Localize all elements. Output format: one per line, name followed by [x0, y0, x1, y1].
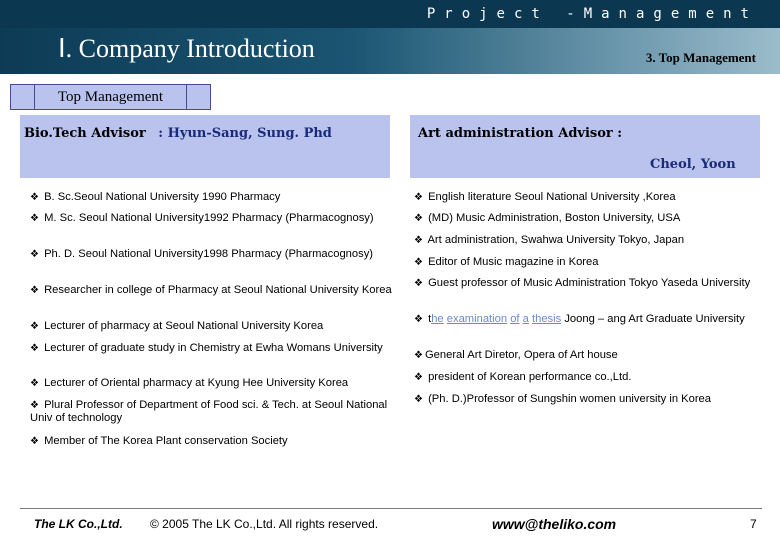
underlined-fragment: thesis — [531, 313, 562, 325]
footer-copyright: © 2005 The LK Co.,Ltd. All rights reserved. — [150, 517, 379, 531]
right-advisor-role: Art administration Advisor : — [418, 126, 623, 141]
diamond-bullet-icon: ❖ — [30, 321, 39, 332]
list-item: ❖ (MD) Music Administration, Boston University, USA — [414, 212, 681, 224]
list-item: ❖ Art administration, Swahwa University Tokyo, Japan — [414, 234, 685, 246]
diamond-bullet-icon: ❖ — [30, 213, 39, 224]
diamond-bullet-icon: ❖ — [414, 278, 423, 289]
tab-left-cap — [10, 84, 35, 110]
diamond-bullet-icon: ❖ — [30, 400, 39, 411]
list-item: ❖ Member of The Korea Plant conservation Society — [30, 435, 288, 447]
footer-divider — [20, 508, 762, 509]
page-number: 7 — [750, 517, 757, 531]
diamond-bullet-icon: ❖ — [414, 314, 423, 325]
list-item: ❖ Lecturer of Oriental pharmacy at Kyung Hee University Korea — [30, 377, 349, 389]
diamond-bullet-icon: ❖ — [414, 350, 423, 361]
list-item: ❖ Editor of Music magazine in Korea — [414, 256, 599, 268]
diamond-bullet-icon: ❖ — [414, 192, 423, 203]
top-bar — [0, 0, 780, 28]
diamond-bullet-icon: ❖ — [414, 213, 423, 224]
diamond-bullet-icon: ❖ — [414, 257, 423, 268]
diamond-bullet-icon: ❖ — [414, 372, 423, 383]
page-title: Ⅰ. Company Introduction — [58, 34, 315, 63]
footer-company: The LK Co.,Ltd. — [34, 517, 123, 531]
list-item: ❖ General Art Diretor, Opera of Art house — [414, 349, 618, 361]
underlined-fragment: a — [522, 313, 529, 325]
underlined-fragment: he — [431, 313, 444, 325]
list-item: ❖ Researcher in college of Pharmacy at Seoul National University Korea — [30, 284, 392, 296]
diamond-bullet-icon: ❖ — [30, 343, 39, 354]
diamond-bullet-icon: ❖ — [30, 192, 39, 203]
diamond-bullet-icon: ❖ — [414, 394, 423, 405]
left-advisor-heading — [24, 126, 332, 141]
diamond-bullet-icon: ❖ — [30, 249, 39, 260]
right-advisor-name: Cheol, Yoon — [650, 157, 736, 172]
list-item: ❖ (Ph. D.)Professor of Sungshin women university in Korea — [414, 393, 711, 405]
diamond-bullet-icon: ❖ — [30, 378, 39, 389]
diamond-bullet-icon: ❖ — [414, 235, 423, 246]
list-item: ❖ M. Sc. Seoul National University1992 Pharmacy (Pharmacognosy) — [30, 212, 374, 224]
left-advisor-role: Bio.Tech Advisor — [24, 126, 146, 141]
list-item: ❖ the examination of a thesis Joong – ang Art Graduate University — [414, 313, 745, 325]
list-item: ❖ Lecturer of pharmacy at Seoul National University Korea — [30, 320, 324, 332]
list-item: ❖ English literature Seoul National University ,Korea — [414, 191, 676, 203]
list-item: ❖ Guest professor of Music Administration Tokyo Yaseda University — [414, 277, 751, 289]
underlined-fragment: examination — [446, 313, 508, 325]
footer-website: www@theliko.com — [492, 516, 617, 532]
section-tab — [10, 84, 211, 110]
underlined-fragment: of — [510, 313, 520, 325]
tab-label: Top Management — [35, 84, 186, 110]
list-item: ❖ Plural Professor of Department of Food sci. & Tech. at Seoul National Univ of technology — [30, 399, 388, 424]
diamond-bullet-icon: ❖ — [30, 285, 39, 296]
list-item: ❖ president of Korean performance co.,Ltd. — [414, 371, 632, 383]
section-subtitle: 3. Top Management — [645, 50, 756, 65]
header-banner — [0, 28, 780, 74]
left-advisor-band — [20, 115, 390, 178]
list-item: ❖ Ph. D. Seoul National University1998 Pharmacy (Pharmacognosy) — [30, 248, 374, 260]
list-item: ❖ Lecturer of graduate study in Chemistry at Ewha Womans University — [30, 342, 383, 354]
tab-right-cap — [186, 84, 211, 110]
left-advisor-name: : Hyun-Sang, Sung. Phd — [158, 126, 332, 141]
list-item: ❖ B. Sc.Seoul National University 1990 Pharmacy — [30, 191, 281, 203]
project-management-label: Project -Management — [426, 6, 758, 22]
diamond-bullet-icon: ❖ — [30, 436, 39, 447]
